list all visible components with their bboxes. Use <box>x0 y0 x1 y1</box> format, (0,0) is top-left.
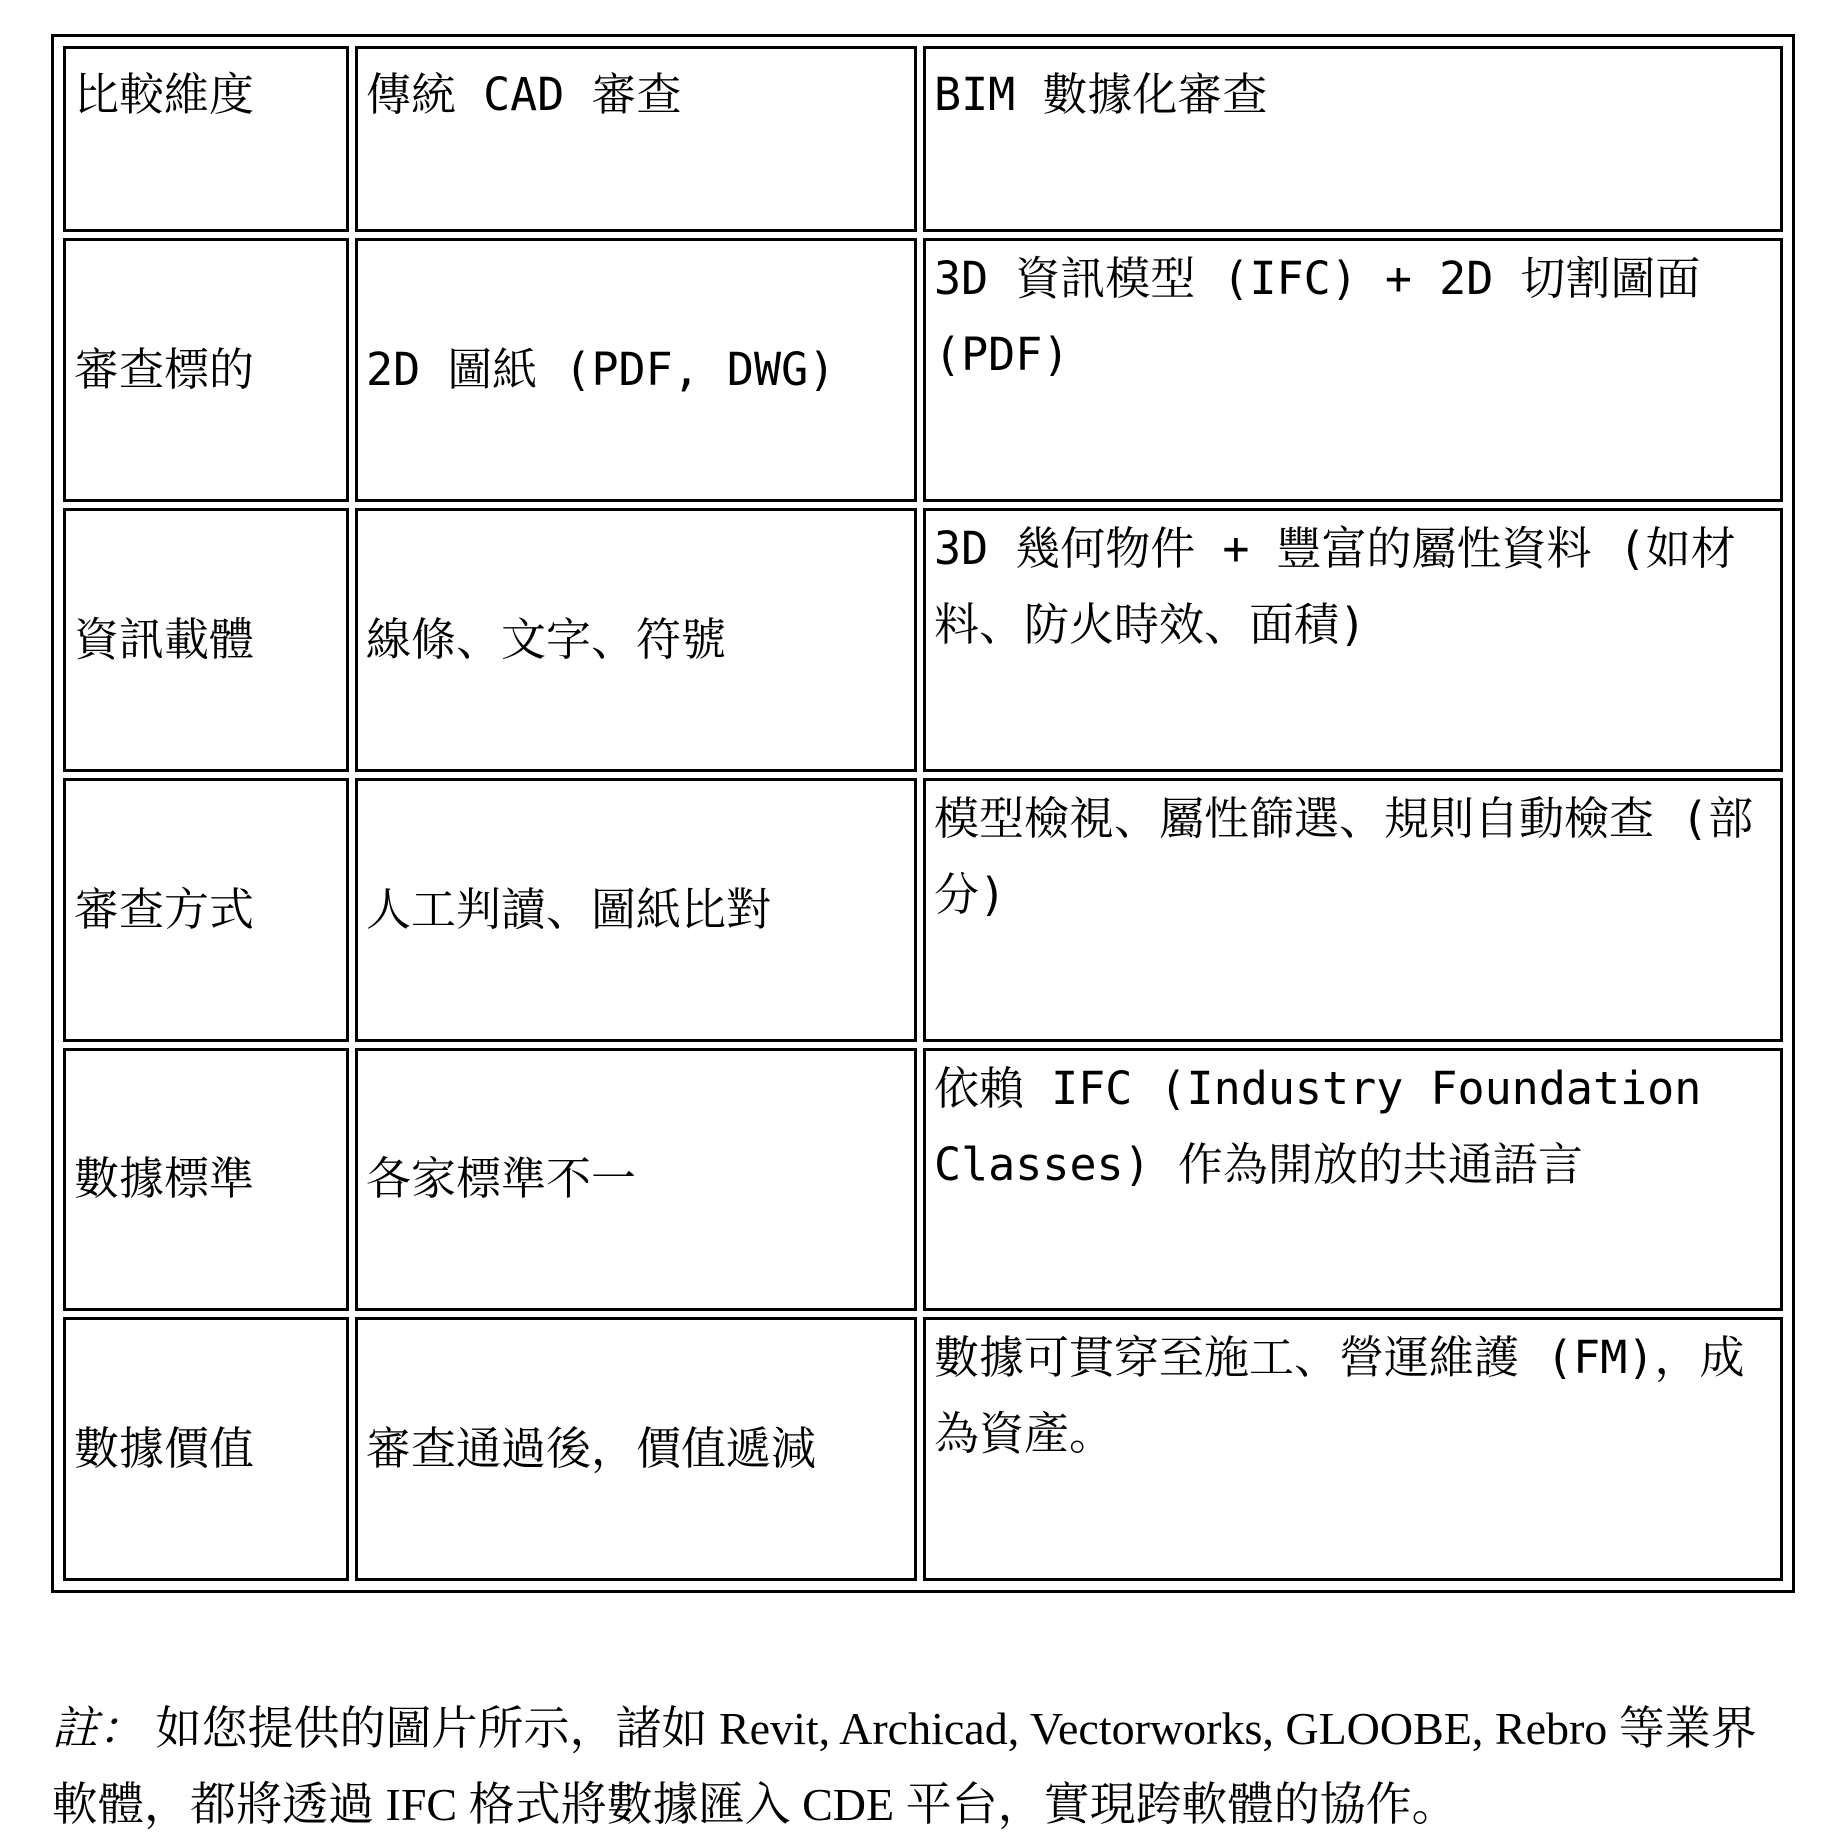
row-traditional-cell: 審查通過後，價值遞減 <box>355 1317 917 1581</box>
row-traditional-cell: 各家標準不一 <box>355 1048 917 1312</box>
row-bim-cell: 依賴 IFC (Industry Foundation Classes) 作為開放的共通語言 <box>923 1048 1783 1312</box>
row-bim-cell: 3D 幾何物件 + 豐富的屬性資料 (如材料、防火時效、面積) <box>923 508 1783 772</box>
comparison-table <box>57 40 1789 1587</box>
table-header-row <box>63 46 1783 232</box>
row-traditional-cell: 人工判讀、圖紙比對 <box>355 778 917 1042</box>
table-row <box>63 778 1783 1042</box>
row-dimension-cell: 資訊載體 <box>63 508 349 772</box>
comparison-table-frame <box>51 34 1795 1593</box>
footnote-label: 註： <box>52 1703 144 1754</box>
table-row <box>63 508 1783 772</box>
footnote-text: 如您提供的圖片所示，諸如 Revit, Archicad, Vectorworks, GLOOBE, Rebro 等業界軟體，都將透過 IFC 格式將數據匯入 CDE 平台，實現跨軟體的協作。 <box>52 1703 1757 1830</box>
row-traditional-cell: 2D 圖紙 (PDF, DWG) <box>355 238 917 502</box>
row-dimension-cell: 數據價值 <box>63 1317 349 1581</box>
header-cell-traditional: 傳統 CAD 審查 <box>355 46 917 232</box>
row-dimension-cell: 審查標的 <box>63 238 349 502</box>
table-row <box>63 1048 1783 1312</box>
row-bim-cell: 模型檢視、屬性篩選、規則自動檢查 (部分) <box>923 778 1783 1042</box>
row-traditional-cell: 線條、文字、符號 <box>355 508 917 772</box>
header-cell-dimension: 比較維度 <box>63 46 349 232</box>
row-bim-cell: 3D 資訊模型 (IFC) + 2D 切割圖面 (PDF) <box>923 238 1783 502</box>
table-row <box>63 238 1783 502</box>
footnote <box>52 1691 1792 1843</box>
header-cell-bim: BIM 數據化審查 <box>923 46 1783 232</box>
row-dimension-cell: 審查方式 <box>63 778 349 1042</box>
row-bim-cell: 數據可貫穿至施工、營運維護 (FM)，成為資產。 <box>923 1317 1783 1581</box>
row-dimension-cell: 數據標準 <box>63 1048 349 1312</box>
table-row <box>63 1317 1783 1581</box>
